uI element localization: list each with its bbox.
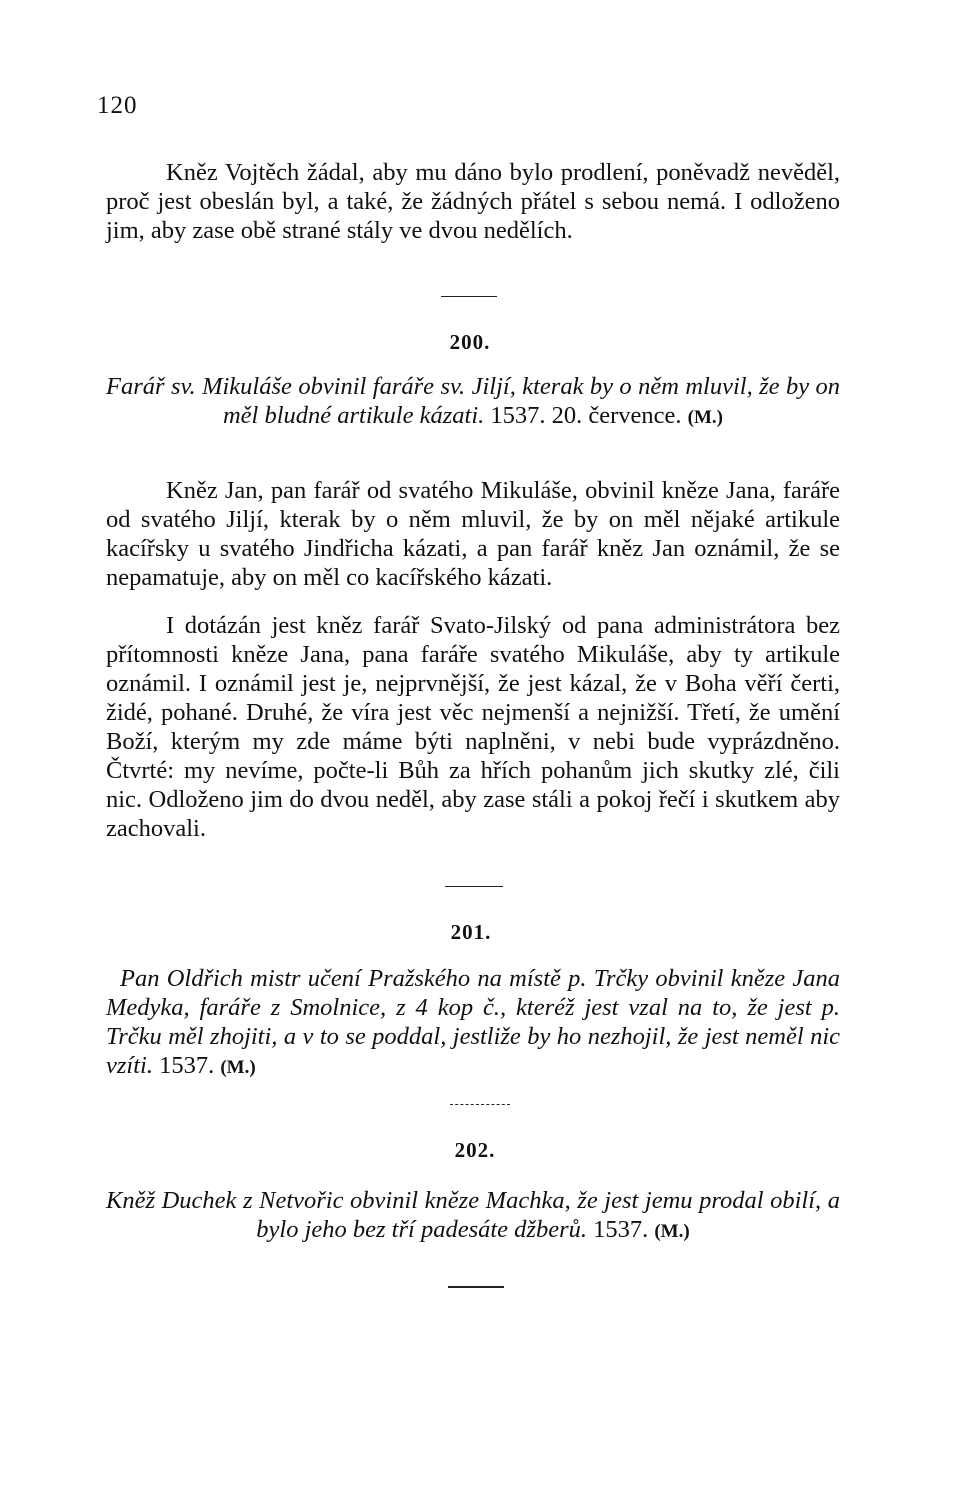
section-201-regest bbox=[106, 964, 840, 1082]
section-201-regest-text: Pan Oldřich mistr učení Pražského na místě p. Trčky obvinil kněze Jana Medyka, faráře z Smolnice, z 4 kop č., kteréž jest vzal na to, že jest p. Trčku měl zhojiti, a v to se poddal, jestliže by ho nezhojil, že jest neměl nic vzíti. bbox=[106, 965, 840, 1079]
section-200-regest bbox=[106, 372, 840, 432]
section-200-date: 1537. 20. července. bbox=[490, 402, 682, 429]
page-number: 120 bbox=[97, 92, 138, 119]
section-202-date: 1537. bbox=[593, 1216, 649, 1243]
section-202-regest-text: Kněž Duchek z Netvořic obvinil kněze Machka, že jest jemu prodal obilí, a bylo jeho bez tří padesáte džberů. bbox=[106, 1187, 840, 1243]
section-201-date: 1537. bbox=[159, 1052, 215, 1079]
section-number-200: 200. bbox=[449, 330, 491, 354]
intro-paragraph-text: Kněz Vojtěch žádal, aby mu dáno bylo prodlení, poněvadž nevěděl, proč jest obeslán byl, a také, že žádných přátel s sebou nemá. I odloženo jim, aby zase obě strané stály ve dvou nedělích. bbox=[106, 159, 840, 244]
section-200-regest-text: Farář sv. Mikuláše obvinil faráře sv. Jiljí, kterak by o něm mluvil, že by on měl bludné artikule kázati. bbox=[106, 373, 840, 429]
section-divider bbox=[450, 1104, 510, 1105]
intro-paragraph bbox=[106, 158, 840, 245]
section-number-201: 201. bbox=[450, 920, 492, 944]
section-202-regest bbox=[106, 1186, 840, 1246]
section-201-source: (M.) bbox=[220, 1057, 256, 1078]
section-number-202: 202. bbox=[454, 1138, 496, 1162]
section-200-paragraph-1: Kněz Jan, pan farář od svatého Mikuláše, obvinil kněze Jana, faráře od svatého Jiljí, kterak by o něm mluvil, že by on měl nějaké artikule kacířsky u svatého Jindřicha kázati, a pan farář kněz Jan oznámil, že se nepamatuje, aby on měl co kacířského kázati. bbox=[106, 477, 840, 591]
section-202-source: (M.) bbox=[654, 1221, 690, 1242]
section-divider bbox=[445, 886, 503, 887]
section-200-source: (M.) bbox=[687, 407, 724, 428]
section-divider bbox=[441, 296, 497, 297]
end-divider bbox=[448, 1286, 504, 1288]
section-200-paragraph-2: I dotázán jest kněz farář Svato-Jilský od pana administrátora bez přítomnosti kněze Jana, pana faráře svatého Mikuláše, aby ty artikule oznámil. I oznámil jest je, nejprvnější, že jest kázal, že v Boha věří čerti, židé, pohané. Druhé, že víra jest věc nejmenší a nejnižší. Třetí, že umění Boží, kterým my zde máme býti naplněni, v nebi bude vyprázdněno. Čtvrté: my nevíme, počte-li Bůh za hřích pohanům jich skutky zlé, čili nic. Odloženo jim do dvou neděl, aby zase stáli a pokoj řečí i skutkem aby zachovali. bbox=[106, 612, 840, 842]
